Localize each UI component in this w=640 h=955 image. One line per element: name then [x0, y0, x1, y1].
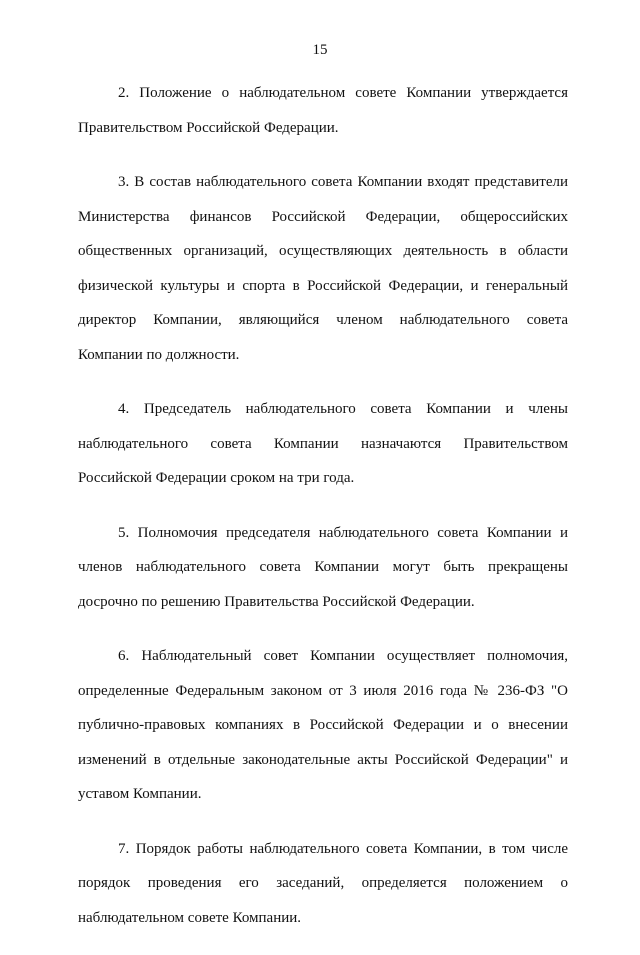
paragraph-line: 7. Порядок работы наблюдательного совета Компании, в том числе	[118, 840, 568, 857]
document-body	[78, 76, 568, 955]
paragraph-6	[78, 639, 568, 812]
paragraph-line: определенные Федеральным законом от 3 июля 2016 года № 236-ФЗ "О	[78, 682, 568, 699]
paragraph-line: изменений в отдельные законодательные акты Российской Федерации" и	[78, 751, 568, 768]
paragraph-line: 4. Председатель наблюдательного совета Компании и члены	[118, 401, 568, 417]
paragraph-line: наблюдательного совета Компании назначаются Правительством	[78, 435, 568, 452]
paragraph-line: уставом Компании.	[78, 786, 202, 802]
paragraph-line: порядок проведения его заседаний, определяется положением о	[78, 875, 568, 891]
paragraph-line: общественных организаций, осуществляющих деятельность в области	[78, 243, 568, 259]
paragraph-5	[78, 516, 568, 620]
page-number: 15	[312, 42, 328, 58]
paragraph-line: наблюдательном совете Компании.	[78, 909, 302, 926]
paragraph-line: 5. Полномочия председателя наблюдательного совета Компании и	[118, 524, 568, 541]
paragraph-line: физической культуры и спорта в Российской Федерации, и генеральный	[78, 277, 568, 294]
paragraph-line: Российской Федерации сроком на три года.	[78, 470, 355, 486]
paragraph-3	[78, 165, 568, 372]
paragraph-line: Правительством Российской Федерации.	[78, 119, 339, 136]
paragraph-line: 6. Наблюдательный совет Компании осуществляет полномочия,	[118, 648, 568, 664]
paragraph-line: досрочно по решению Правительства Российской Федерации.	[78, 593, 475, 610]
paragraph-line: Компании по должности.	[78, 346, 240, 363]
paragraph-line: Министерства финансов Российской Федерации, общероссийских	[78, 208, 568, 225]
paragraph-2	[78, 76, 568, 145]
paragraph-line: 2. Положение о наблюдательном совете Компании утверждается	[118, 85, 568, 101]
paragraph-line: членов наблюдательного совета Компании могут быть прекращены	[78, 559, 568, 575]
paragraph-4	[78, 392, 568, 496]
paragraph-line: публично-правовых компаниях в Российской Федерации и о внесении	[78, 717, 568, 733]
paragraph-line: 3. В состав наблюдательного совета Компании входят представители	[118, 174, 568, 190]
paragraph-line: директор Компании, являющийся членом наблюдательного совета	[78, 312, 568, 328]
paragraph-7	[78, 832, 568, 936]
